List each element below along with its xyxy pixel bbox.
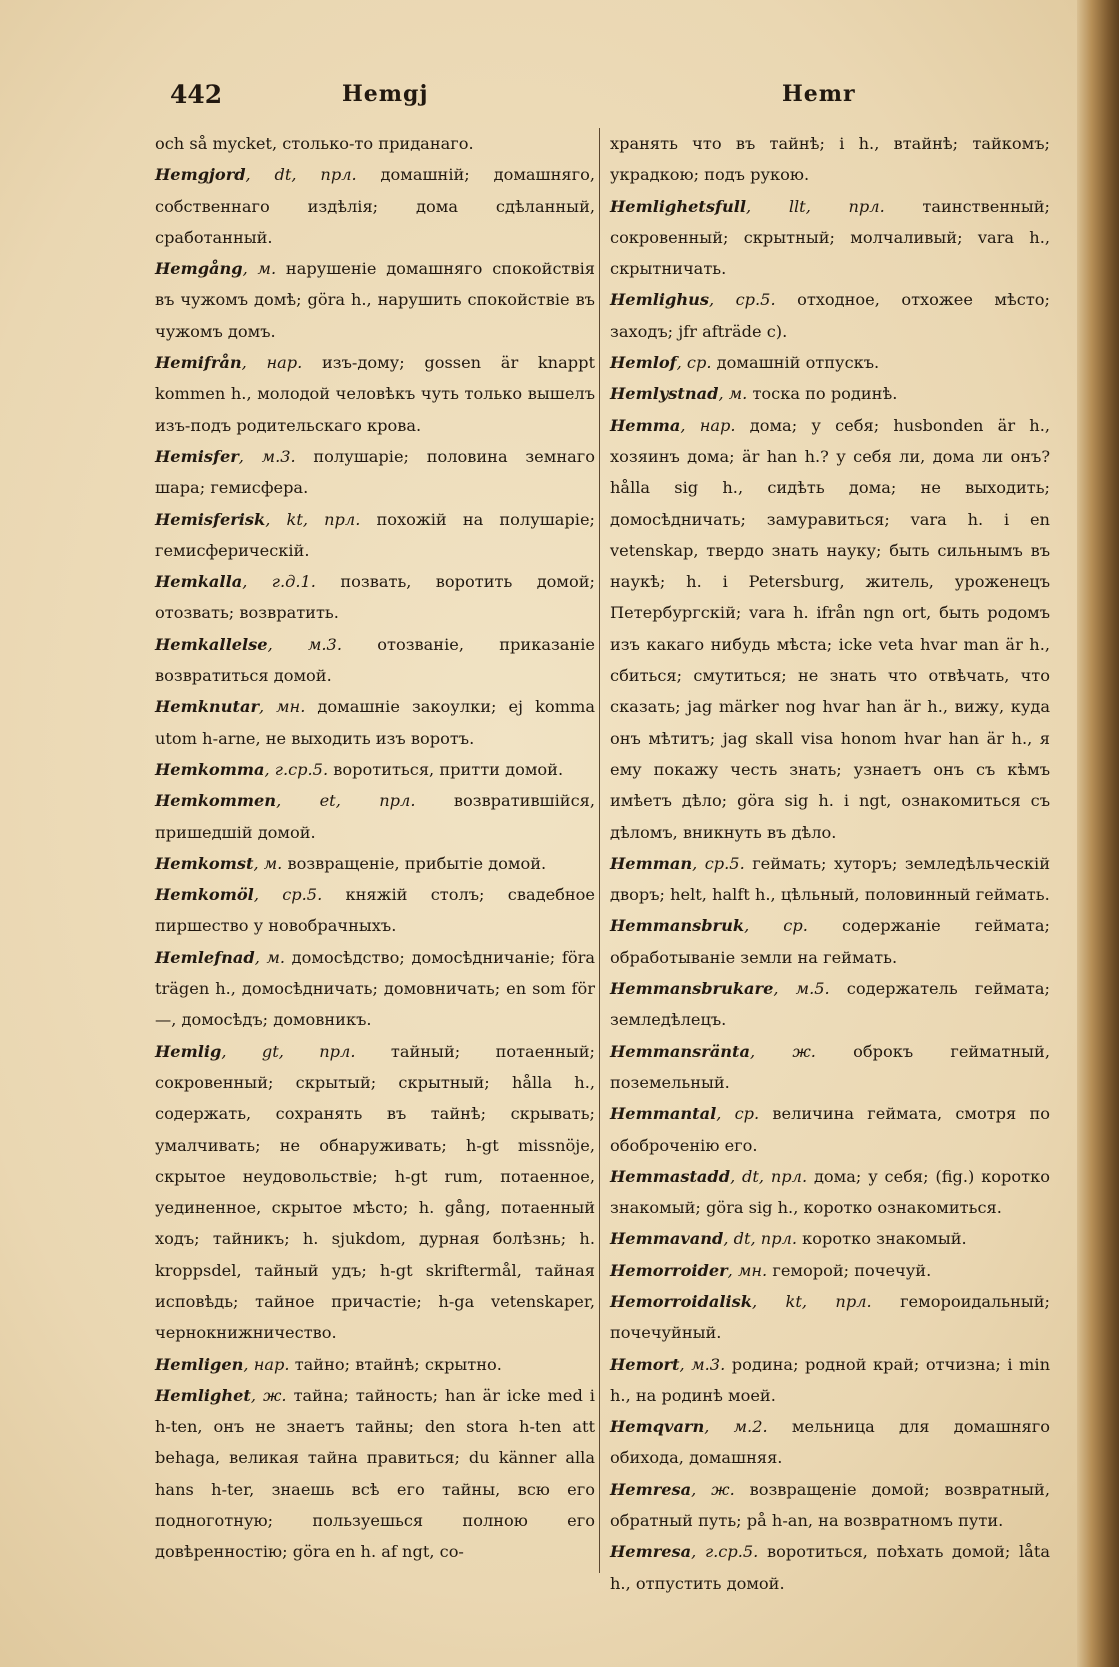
entry-headword: Hemligen (155, 1354, 244, 1374)
entry-grammar: , м.2. (704, 1417, 768, 1437)
entry-definition: гемороидальный; почечуйный. (610, 1291, 1050, 1343)
dictionary-entry (610, 378, 1050, 409)
entry-headword: Hemlof (610, 353, 677, 373)
entry-definition: полушаріе; половина земнаго шара; гемисфера. (155, 446, 595, 498)
entry-headword: Hemort (610, 1354, 680, 1374)
page-header (170, 80, 1050, 116)
dictionary-entry (155, 785, 595, 848)
dictionary-entry (610, 973, 1050, 1036)
entry-grammar: , м. (253, 853, 283, 873)
entry-headword: Hemmantal (610, 1104, 717, 1124)
entry-grammar: , dt, прл. (730, 1166, 808, 1186)
right-running-head: Hemr (782, 81, 856, 107)
entry-headword: Hemqvarn (610, 1417, 705, 1437)
entry-headword: Hemkalla (155, 572, 243, 592)
entry-grammar: , м. (718, 384, 748, 404)
dictionary-entry (155, 1036, 595, 1349)
entry-headword: Hemresa (610, 1542, 692, 1562)
entry-headword: Hemkallelse (155, 634, 268, 654)
entry-grammar: , нар. (241, 353, 303, 373)
page-number: 442 (170, 80, 223, 109)
entry-definition: геморой; почечуй. (767, 1260, 932, 1280)
dictionary-entry (155, 879, 595, 942)
entry-definition: княжій столъ; свадебное пиршество у новобрачныхъ. (155, 885, 596, 936)
entry-definition: домосѣдство; домосѣдничаніе; föra trägen h., домосѣдничать; домовничать; en som för —, домосѣдъ; домовникъ. (155, 947, 596, 1030)
dictionary-entry (610, 1474, 1050, 1537)
entry-headword: Hemkommen (155, 791, 277, 811)
entry-grammar: , м.3. (679, 1354, 726, 1374)
entry-definition: воротиться, поѣхать домой; låta h., отпустить домой. (610, 1542, 1050, 1593)
entry-definition: коротко знакомый. (797, 1229, 967, 1249)
entry-grammar: , dt, прл. (723, 1229, 798, 1249)
dictionary-entry (610, 347, 1050, 378)
entry-headword: Hemmastadd (610, 1166, 731, 1186)
dictionary-entry (610, 1536, 1050, 1599)
entry-headword: Hemorroider (610, 1260, 728, 1280)
continuation-text (155, 128, 595, 159)
entry-grammar: , ср. (716, 1104, 760, 1124)
entry-headword: Hemlystnad (610, 384, 719, 404)
entry-definition: отходное, отхожее мѣсто; заходъ; jfr afträde c). (610, 290, 1050, 341)
dictionary-entry (610, 848, 1050, 911)
entry-grammar: , г.д.1. (242, 572, 316, 592)
entry-definition: домашніе закоулки; ej komma utom h-arne, не выходить изъ воротъ. (155, 697, 595, 748)
entry-headword: Hemkomöl (155, 885, 254, 905)
left-running-head: Hemgj (342, 81, 429, 107)
entry-headword: Hemknutar (155, 697, 259, 717)
book-spine-edge (1077, 0, 1119, 1667)
entry-headword: Hemma (610, 415, 681, 435)
entry-definition: тоска по родинѣ. (747, 384, 898, 404)
entry-definition: тайный; потаенный; сокровенный; скрытый; скрытный; hålla h., содержать, сохранять въ тайнѣ; скрывать; умалчивать; не обнаруживать; h-gt missnöje, скрытое неудовольствіе; h-gt rum, потаенное, уединенное, скрытое мѣсто; h. gång, потаенный ходъ; тайникъ; h. sjukdom, дурная болѣзнь; h. kroppsdel, тайный удъ; h-gt skriftermål, тайная исповѣдь; тайное причастіе; h-ga vetenskaper, чернокнижничество. (155, 1041, 595, 1343)
dictionary-entry (155, 691, 595, 754)
dictionary-entry (155, 566, 595, 629)
dictionary-entry (155, 629, 595, 692)
entry-definition: похожій на полушаріе; гемисферическій. (155, 509, 595, 560)
dictionary-entry (610, 284, 1050, 347)
entry-definition: возвращеніе, прибытіе домой. (282, 853, 547, 873)
dictionary-entry (610, 1411, 1050, 1474)
dictionary-entry (155, 253, 595, 347)
entry-definition: оброкъ гейматный, поземельный. (610, 1041, 1050, 1092)
entry-definition: хранять что въ тайнѣ; i h., втайнѣ; тайкомъ; украдкою; подъ рукою. (610, 134, 1050, 185)
entry-headword: Hemgång (155, 259, 243, 279)
entry-headword: Hemorroidalisk (610, 1291, 752, 1311)
entry-grammar: , м. (242, 259, 277, 279)
entry-headword: Hemisferisk (155, 509, 266, 529)
entry-grammar: , мн. (258, 697, 306, 717)
entry-grammar: , м.5. (773, 979, 830, 999)
entry-definition: позвать, воротить домой; отозвать; возвратить. (155, 572, 595, 623)
dictionary-entry (610, 1349, 1050, 1412)
entry-definition: тайно; втайнѣ; скрытно. (289, 1354, 502, 1374)
entry-definition: воротиться, притти домой. (328, 759, 564, 779)
dictionary-entry (155, 848, 595, 879)
entry-headword: Hemifrån (155, 353, 242, 373)
entry-definition: мельница для домашняго обихода, домашняя. (610, 1417, 1050, 1468)
entry-grammar: , ср.5. (692, 853, 745, 873)
entry-definition: домашній отпускъ. (711, 353, 880, 373)
dictionary-entry (610, 910, 1050, 973)
entry-grammar: , м.3. (238, 446, 296, 466)
dictionary-entry (155, 504, 595, 567)
entry-definition: домашній; домашняго, собственнаго издѣлія; дома сдѣланный, сработанный. (155, 165, 595, 247)
entry-definition: нарушеніе домашняго спокойствія въ чужомъ домѣ; göra h., нарушить спокойствіе въ чужомъ домъ. (155, 259, 595, 341)
entry-definition: отозваніе, приказаніе возвратиться домой. (155, 634, 595, 686)
entry-definition: таинственный; сокровенный; скрытный; молчаливый; vara h., скрытничать. (610, 196, 1050, 279)
entry-headword: Hemlefnad (155, 947, 255, 967)
entry-grammar: , нар. (680, 415, 736, 435)
continuation-text (610, 128, 1050, 191)
entry-headword: Hemlig (155, 1041, 222, 1061)
entry-grammar: , kt, прл. (265, 509, 361, 529)
entry-grammar: , ср. (676, 353, 712, 373)
entry-grammar: , et, прл. (276, 791, 416, 811)
entry-headword: Hemkomma (155, 759, 265, 779)
entry-grammar: , ср.5. (253, 885, 323, 905)
entry-definition: содержаніе гейматa; обработываніе земли на геймать. (610, 916, 1050, 967)
entry-definition: возвращеніе домой; возвратный, обратный путь; på h-an, на возвратномъ пути. (610, 1479, 1050, 1531)
column-divider (599, 128, 600, 1573)
dictionary-entry (610, 1223, 1050, 1254)
entry-definition: дома; у себя; husbonden är h., хозяинъ дома; är han h.? у себя ли, дома ли онъ? hålla sig h., сидѣть дома; не выходить; домосѣдничать; замуравиться; vara h. i en vetenskap, твердо знать науку; быть сильнымъ въ наукѣ; h. i Petersburg, житель, уроженецъ Петербургскій; vara h. ifrån ngn ort, быть родомъ изъ какаго нибудь мѣста; icke veta hvar man är h., сбиться; смутиться; не знать что отвѣчать, что сказать; jag märker nog hvar han är h., вижу, куда онъ мѣтитъ; jag skall visa honom hvar han är h., я ему покажу честь знать; узнаетъ онъ съ кѣмъ имѣетъ дѣло; göra sig h. i ngt, ознакомиться съ дѣломъ, вникнуть въ дѣло. (610, 415, 1050, 842)
dictionary-entry (610, 1161, 1050, 1224)
left-column (155, 128, 595, 1568)
dictionary-entry (155, 942, 595, 1036)
entry-grammar: , м.3. (267, 634, 343, 654)
dictionary-entry (610, 1098, 1050, 1161)
entry-grammar: , kt, прл. (751, 1291, 872, 1311)
entry-definition: содержатель гейматa; земледѣлецъ. (610, 979, 1050, 1030)
entry-grammar: , г.ср.5. (264, 759, 329, 779)
entry-grammar: , мн. (727, 1260, 768, 1280)
entry-headword: Hemlighet (155, 1385, 251, 1405)
entry-headword: Hemmansbruk (610, 916, 745, 936)
entry-definition: возвратившійся, пришедшій домой. (155, 791, 595, 842)
entry-headword: Hemman (610, 853, 693, 873)
dictionary-entry (610, 1255, 1050, 1286)
entry-definition: геймать; хуторъ; земледѣльческій дворъ; helt, halft h., цѣльный, половинный геймать. (610, 853, 1050, 905)
entry-definition: дома; у себя; (fig.) коротко знакомый; göra sig h., коротко ознакомиться. (610, 1166, 1050, 1218)
entry-headword: Hemgjord (155, 165, 246, 185)
entry-grammar: , gt, прл. (221, 1041, 356, 1061)
entry-grammar: , ж. (250, 1385, 287, 1405)
entry-grammar: , г.ср.5. (691, 1542, 759, 1562)
dictionary-entry (610, 191, 1050, 285)
dictionary-entry (155, 1380, 595, 1568)
entry-definition: родина; родной край; отчизна; i min h., на родинѣ моей. (610, 1354, 1050, 1405)
entry-headword: Hemresa (610, 1479, 692, 1499)
entry-headword: Hemlighetsfull (610, 196, 747, 216)
entry-headword: Hemisfer (155, 446, 239, 466)
dictionary-entry (610, 1286, 1050, 1349)
entry-headword: Hemmansbrukare (610, 979, 774, 999)
entry-definition: величина гейматa, смотря по обоброченію его. (610, 1104, 1050, 1155)
entry-headword: Hemkomst (155, 853, 254, 873)
dictionary-entry (610, 410, 1050, 848)
dictionary-entry (155, 347, 595, 441)
entry-grammar: , м. (254, 947, 286, 967)
dictionary-entry (155, 754, 595, 785)
entry-grammar: , llt, прл. (746, 196, 885, 216)
dictionary-entry (155, 1349, 595, 1380)
entry-definition: och så myсket, столько-то приданаго. (155, 134, 474, 153)
entry-headword: Hemmavand (610, 1229, 724, 1249)
dictionary-entry (155, 159, 595, 253)
entry-grammar: , dt, прл. (245, 165, 357, 185)
dictionary-entry (610, 1036, 1050, 1099)
right-column (610, 128, 1050, 1599)
entry-grammar: , ж. (691, 1479, 735, 1499)
entry-definition: изъ-дому; gossen är knappt kommen h., молодой человѣкъ чуть только вышелъ изъ-подъ родительскаго крова. (155, 353, 595, 435)
entry-headword: Hemmansränta (610, 1041, 750, 1061)
entry-grammar: , ср. (744, 916, 808, 936)
entry-definition: тайна; тайность; han är icke med i h-ten, онъ не знаетъ тайны; den stora h-ten att behaga, великая тайна правиться; du känner alla hans h-ter, знаешь всѣ его тайны, всю его подноготную; пользуешься полною его довѣренностію; göra en h. af ngt, со- (155, 1385, 595, 1562)
entry-grammar: , нар. (243, 1354, 290, 1374)
entry-grammar: , ж. (749, 1041, 816, 1061)
dictionary-entry (155, 441, 595, 504)
entry-headword: Hemlighus (610, 290, 709, 310)
entry-grammar: , ср.5. (709, 290, 776, 310)
